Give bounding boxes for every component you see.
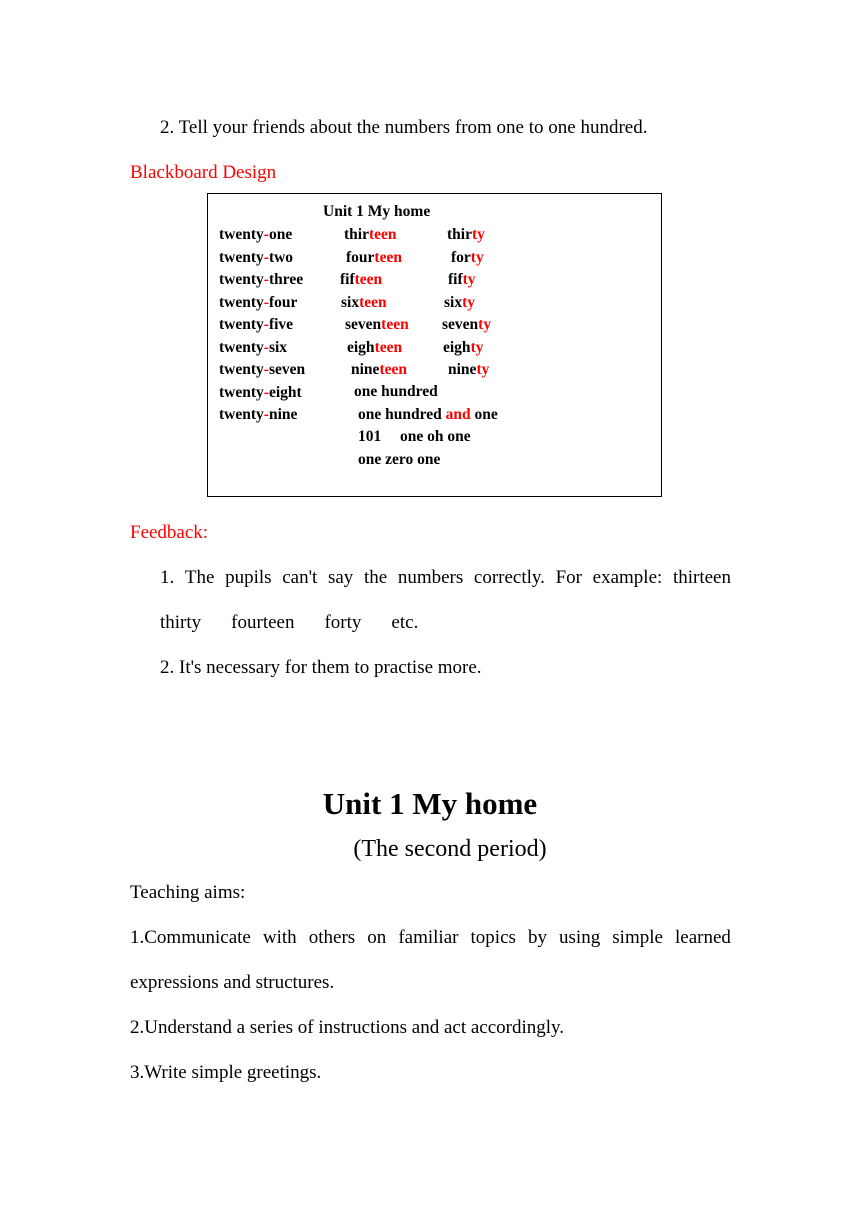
word-stem: nine — [351, 361, 380, 378]
ty-suffix: ty — [478, 316, 492, 333]
aim-word: learned — [675, 927, 731, 948]
feedback-word: example: — [592, 567, 663, 588]
teen-suffix: teen — [374, 248, 402, 266]
feedback-word: fourteen — [231, 612, 295, 633]
blackboard-title: Unit 1 My home — [323, 203, 431, 220]
feedback-word: forty — [324, 612, 362, 633]
ty-word — [442, 315, 491, 335]
ty-suffix: ty — [476, 361, 490, 378]
twenty-word — [219, 338, 287, 358]
word-stem: twenty — [219, 338, 264, 356]
feedback-heading: Feedback: — [130, 522, 209, 543]
twenty-word — [219, 270, 303, 290]
feedback-line-3: 2. It's necessary for them to practise more. — [160, 657, 482, 678]
word-ending: eight — [268, 383, 302, 401]
word-stem: seven — [345, 316, 382, 333]
feedback-word: 1. — [160, 567, 175, 588]
ty-word — [448, 270, 476, 290]
blackboard-heading: Blackboard Design — [130, 162, 277, 183]
hyphen: - — [263, 361, 269, 378]
teen-word — [340, 270, 382, 290]
hyphen: - — [263, 293, 269, 311]
aim-2: 2.Understand a series of instructions and act accordingly. — [130, 1017, 565, 1038]
ty-suffix: ty — [462, 271, 476, 288]
task-line: 2. Tell your friends about the numbers from one to one hundred. — [160, 117, 648, 138]
ty-word — [447, 225, 485, 245]
teen-suffix: teen — [354, 271, 383, 288]
one-oh-one: one oh one — [400, 428, 471, 445]
twenty-word — [219, 225, 292, 245]
one-hundred: one hundred — [354, 383, 438, 400]
section-title: Unit 1 My home — [322, 786, 538, 821]
feedback-word: For — [555, 567, 582, 588]
feedback-line-1 — [160, 566, 731, 590]
teen-word — [346, 248, 402, 268]
hyphen: - — [263, 406, 269, 423]
teen-word — [351, 360, 407, 380]
ty-suffix: ty — [470, 248, 484, 266]
aim-word: others — [308, 927, 356, 948]
teen-word — [347, 338, 402, 358]
teen-suffix: teen — [379, 361, 407, 378]
word-stem: twenty — [219, 383, 264, 401]
word-ending: nine — [268, 406, 298, 423]
feedback-word: thirteen — [672, 567, 731, 588]
feedback-word: thirty — [160, 612, 202, 633]
word-ending: one — [268, 226, 293, 243]
word-ending: two — [268, 248, 294, 266]
word-stem: twenty — [219, 293, 264, 311]
hyphen: - — [263, 316, 269, 333]
feedback-word: pupils — [225, 567, 272, 588]
aim-word: with — [262, 927, 297, 948]
feedback-word: the — [363, 567, 388, 588]
word-ending: six — [268, 338, 288, 356]
word-ending: four — [268, 293, 298, 311]
feedback-word: say — [327, 567, 354, 588]
word-stem: fif — [340, 271, 355, 288]
twenty-word — [219, 360, 305, 380]
word-stem: twenty — [219, 271, 264, 288]
twenty-word — [219, 405, 297, 425]
word-ending: three — [268, 271, 304, 288]
aim-word: topics — [470, 927, 516, 948]
word-stem: four — [346, 248, 375, 266]
and-word: and — [445, 406, 471, 423]
hundred-and-one-post: one — [470, 406, 498, 423]
ty-word — [448, 360, 489, 380]
word-stem: seven — [442, 316, 479, 333]
aim-word: by — [527, 927, 547, 948]
word-stem: eigh — [347, 338, 375, 356]
word-stem: fif — [448, 271, 463, 288]
word-stem: six — [341, 293, 360, 311]
feedback-word: numbers — [397, 567, 464, 588]
aim-1 — [130, 926, 731, 950]
teen-suffix: teen — [368, 226, 397, 243]
teen-suffix: teen — [381, 316, 409, 333]
aim-1-continued: expressions and structures. — [130, 972, 335, 993]
aim-word: simple — [612, 927, 663, 948]
twenty-word — [219, 383, 302, 403]
word-ending: seven — [268, 361, 306, 378]
hyphen: - — [263, 248, 269, 266]
ty-word — [444, 293, 475, 313]
teen-suffix: teen — [359, 293, 387, 311]
teen-word — [345, 315, 409, 335]
aim-word: 1.Communicate — [130, 927, 251, 948]
feedback-word: can't — [282, 567, 318, 588]
number-101: 101 — [358, 428, 382, 445]
word-stem: twenty — [219, 361, 264, 378]
ty-suffix: ty — [471, 226, 485, 243]
word-stem: for — [451, 248, 471, 266]
aim-word: using — [559, 927, 601, 948]
aim-word: familiar — [398, 927, 459, 948]
word-stem: six — [444, 293, 463, 311]
ty-suffix: ty — [462, 293, 476, 311]
teen-word — [344, 225, 397, 245]
twenty-word — [219, 293, 297, 313]
word-stem: nine — [448, 361, 477, 378]
teen-word — [341, 293, 387, 313]
twenty-word — [219, 248, 293, 268]
teen-suffix: teen — [374, 338, 403, 356]
feedback-line-2 — [160, 611, 448, 635]
hyphen: - — [263, 383, 269, 401]
ty-word — [451, 248, 484, 268]
ty-suffix: ty — [470, 338, 484, 356]
hyphen: - — [263, 226, 269, 243]
twenty-word — [219, 315, 293, 335]
word-ending: five — [268, 316, 294, 333]
hyphen: - — [263, 338, 269, 356]
word-stem: thir — [447, 226, 472, 243]
word-stem: twenty — [219, 316, 264, 333]
feedback-word: correctly. — [473, 567, 545, 588]
word-stem: twenty — [219, 248, 264, 266]
hyphen: - — [263, 271, 269, 288]
word-stem: thir — [344, 226, 369, 243]
section-subtitle: (The second period) — [353, 836, 547, 862]
word-stem: twenty — [219, 226, 264, 243]
one-hundred-and-one — [358, 405, 498, 425]
aim-word: on — [367, 927, 387, 948]
feedback-word: The — [184, 567, 215, 588]
word-stem: twenty — [219, 406, 264, 423]
feedback-word: etc. — [391, 612, 419, 633]
aim-3: 3.Write simple greetings. — [130, 1062, 322, 1083]
one-zero-one: one zero one — [358, 451, 441, 468]
ty-word — [443, 338, 483, 358]
aims-heading: Teaching aims: — [130, 882, 246, 903]
word-stem: eigh — [443, 338, 471, 356]
hundred-and-one-pre: one hundred — [358, 406, 446, 423]
